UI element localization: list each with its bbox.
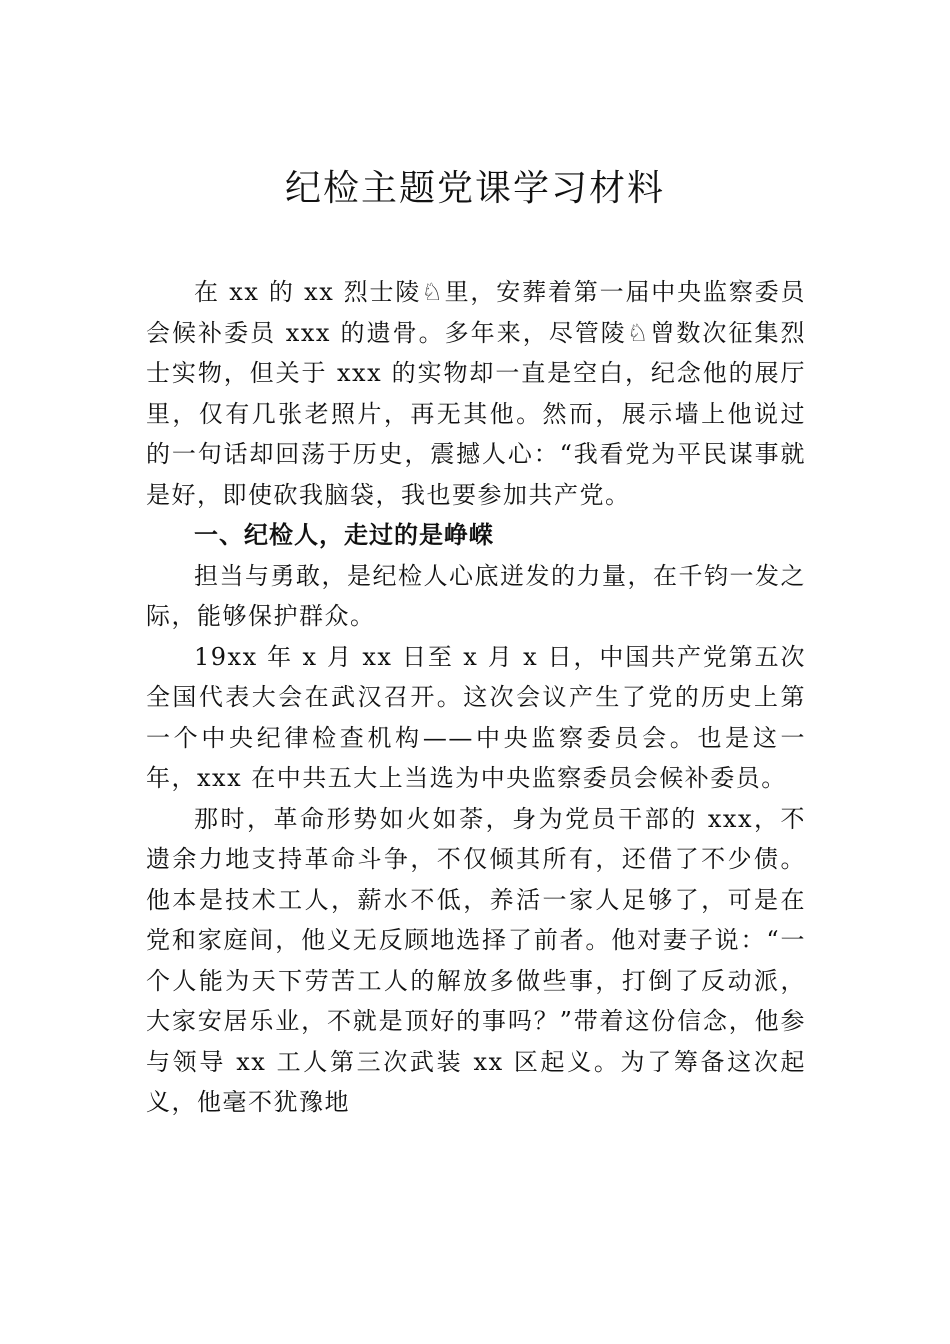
paragraph-congress: 19xx 年 x 月 xx 日至 x 月 x 日，中国共产党第五次全国代表大会在武汉召开。这次会议产生了党的历史上第一个中央纪律检查机构——中央监察委员会。也是这一年，xxx 在中共五大上当选为中央监察委员会候补委员。: [146, 642, 806, 792]
document-body: [146, 272, 806, 1123]
section-heading-1: 一、纪检人，走过的是峥嵘: [194, 521, 494, 549]
paragraph-revolution: 那时，革命形势如火如荼，身为党员干部的 xxx，不遗余力地支持革命斗争，不仅倾其所有，还借了不少债。他本是技术工人，薪水不低，养活一家人足够了，可是在党和家庭间，他义无反顾地选择了前者。他对妻子说：“一个人能为天下劳苦工人的解放多做些事，打倒了反动派，大家安居乐业，不就是顶好的事吗？”带着这份信念，他参与领导 xx 工人第三次武装 xx 区起义。为了筹备这次起义，他毫不犹豫地: [146, 804, 806, 1116]
paragraph-courage: 担当与勇敢，是纪检人心底迸发的力量，在千钧一发之际，能够保护群众。: [146, 561, 806, 630]
paragraph-intro: 在 xx 的 xx 烈士陵♘里，安葬着第一届中央监察委员会候补委员 xxx 的遗骨。多年来，尽管陵♘曾数次征集烈士实物，但关于 xxx 的实物却一直是空白，纪念他的展厅里，仅有几张老照片，再无其他。然而，展示墙上他说过的一句话却回荡于历史，震撼人心：“我看党为平民谋事就是好，即使砍我脑袋，我也要参加共产党。: [146, 278, 806, 509]
document-title: 纪检主题党课学习材料: [284, 168, 665, 209]
